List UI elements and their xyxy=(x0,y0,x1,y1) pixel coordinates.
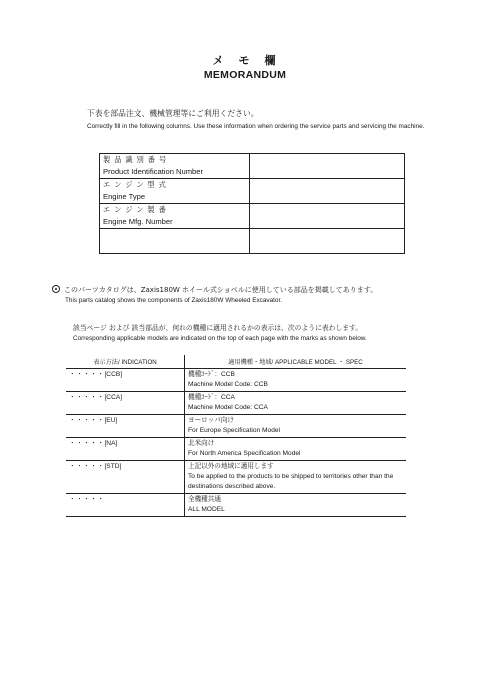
ident-label-en: Product Identification Number xyxy=(103,167,204,176)
ident-label-en: Engine Mfg. Number xyxy=(103,217,173,226)
applicable-cell xyxy=(185,415,407,438)
ident-label-cell xyxy=(100,179,250,204)
corresponding-text-jp: 該当ページ および 該当部品が、何れの機種に適用されるかの表示は、次のように表わします。 xyxy=(73,324,363,332)
catalog-text-en: This parts catalog shows the components of Zaxis180W Wheeled Excavator. xyxy=(65,297,283,304)
applicable-models-table xyxy=(66,355,406,517)
ident-label-cell xyxy=(100,154,250,179)
ident-label-cell xyxy=(100,204,250,229)
table-row xyxy=(66,369,406,392)
leader-dots: ・・・・・ xyxy=(69,371,105,378)
ident-row-product xyxy=(100,154,405,179)
table-row xyxy=(66,392,406,415)
intro-text-jp: 下表を部品注文、機械管理等にご利用ください。 xyxy=(87,109,259,118)
ident-row-engine-mfg xyxy=(100,204,405,229)
indication-cell xyxy=(66,392,185,415)
ident-value-field-product[interactable] xyxy=(250,154,405,179)
table-row xyxy=(66,494,406,517)
ident-label-jp: エンジン製番 xyxy=(103,205,170,214)
ident-label-en: Engine Type xyxy=(103,192,146,201)
leader-dots: ・・・・・ xyxy=(69,394,105,401)
applicable-en: For Europe Specification Model xyxy=(188,427,280,434)
indication-cell xyxy=(66,438,185,461)
header-indication: 表示方法/ INDICATION xyxy=(66,355,185,369)
intro-text-en: Correctly fill in the following columns. Use these information when ordering the service parts and servicing the machine. xyxy=(87,123,425,130)
ident-label-field-blank[interactable] xyxy=(100,229,250,254)
applicable-en: ALL MODEL xyxy=(188,506,225,513)
leader-dots: ・・・・・ xyxy=(69,496,105,503)
table-row xyxy=(66,415,406,438)
corresponding-text-en: Corresponding applicable models are indicated on the top of each page with the marks as shown below. xyxy=(73,335,367,342)
ident-label-jp: エンジン型式 xyxy=(103,180,170,189)
ident-row-blank xyxy=(100,229,405,254)
applicable-cell xyxy=(185,438,407,461)
catalog-text-jp: このパーツカタログは、Zaxis180W ホイール式ショベルに使用している部品を掲載してあります。 xyxy=(64,286,378,294)
indication-mark: [CCB] xyxy=(104,371,123,378)
applicable-jp: 機種ｺｰﾄﾞ：CCA xyxy=(188,394,235,401)
applicable-jp: 全機種共通 xyxy=(188,496,221,503)
ident-value-field-blank[interactable] xyxy=(250,229,405,254)
page-title-jp: メ モ 欄 xyxy=(212,54,278,67)
applicable-jp: 機種ｺｰﾄﾞ：CCB xyxy=(188,371,235,378)
applicable-cell xyxy=(185,494,407,517)
indication-cell xyxy=(66,461,185,494)
indication-cell xyxy=(66,494,185,517)
indication-cell xyxy=(66,415,185,438)
indication-mark: [EU] xyxy=(104,417,118,424)
leader-dots: ・・・・・ xyxy=(69,463,105,470)
circled-dot-icon xyxy=(52,285,60,293)
applicable-en: To be applied to the products to be shipped to territories other than the destinations described above. xyxy=(188,473,394,490)
leader-dots: ・・・・・ xyxy=(69,417,105,424)
ident-value-field-engine-mfg[interactable] xyxy=(250,204,405,229)
indication-cell xyxy=(66,369,185,392)
indication-mark: [CCA] xyxy=(104,394,123,401)
table-row xyxy=(66,438,406,461)
models-header-row xyxy=(66,355,406,369)
ident-row-engine-type xyxy=(100,179,405,204)
header-applicable: 適用機種・地域/ APPLICABLE MODEL ・ SPEC xyxy=(185,355,407,369)
applicable-en: For North America Specification Model xyxy=(188,450,301,457)
applicable-cell xyxy=(185,369,407,392)
applicable-jp: 北米向け xyxy=(188,440,215,447)
indication-mark: [STD] xyxy=(104,463,122,470)
identification-table xyxy=(99,153,405,254)
applicable-cell xyxy=(185,461,407,494)
applicable-en: Machine Model Code: CCB xyxy=(188,381,268,388)
applicable-jp: 上記以外の地域に適用します xyxy=(188,463,274,470)
indication-mark: [NA] xyxy=(104,440,118,447)
catalog-note-jp xyxy=(52,285,377,295)
table-row xyxy=(66,461,406,494)
page-title-en: MEMORANDUM xyxy=(203,69,287,81)
ident-label-jp: 製品識別番号 xyxy=(103,155,171,164)
applicable-jp: ヨーロッパ向け xyxy=(188,417,235,424)
applicable-en: Machine Model Code: CCA xyxy=(188,404,268,411)
ident-value-field-engine-type[interactable] xyxy=(250,179,405,204)
leader-dots: ・・・・・ xyxy=(69,440,105,447)
applicable-cell xyxy=(185,392,407,415)
